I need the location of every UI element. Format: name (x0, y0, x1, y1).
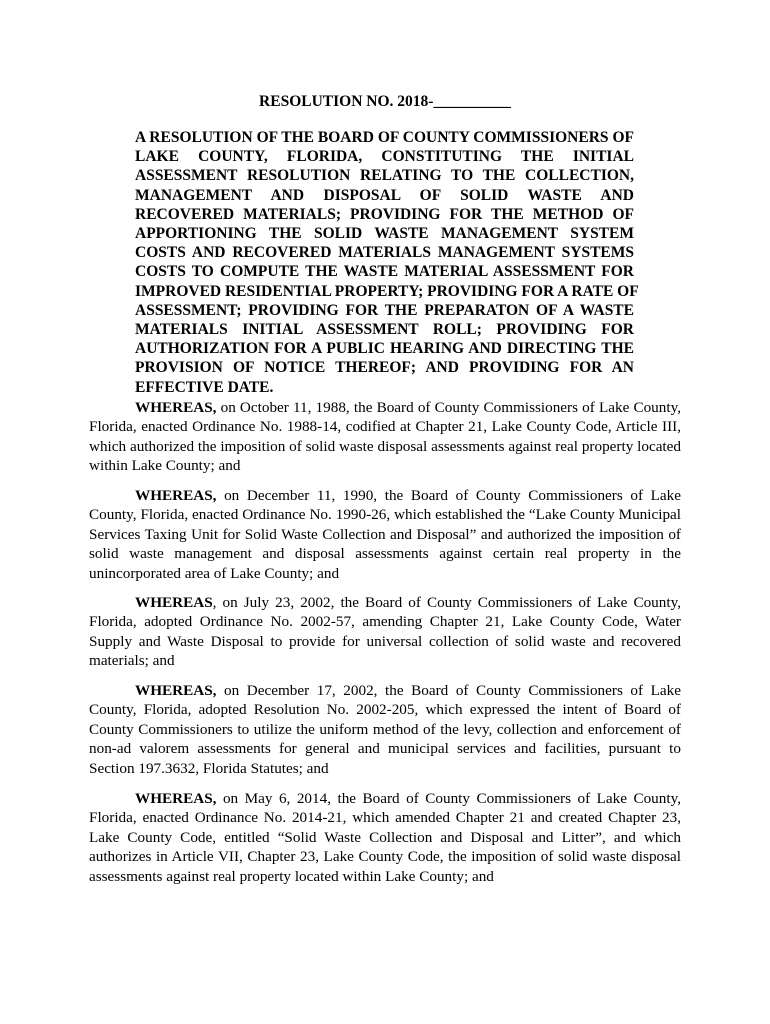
whereas-label: WHEREAS (135, 594, 213, 611)
paragraph-line: WHEREAS, on October 11, 1988, the Board of County Commissioners of Lake County, (135, 399, 681, 416)
heading-line: ASSESSMENT RESOLUTION RELATING TO THE COLLECTION, (135, 167, 634, 185)
paragraph-line: WHEREAS, on December 11, 1990, the Board of County Commissioners of Lake (135, 487, 681, 504)
resolution-number: RESOLUTION NO. 2018- (259, 93, 434, 110)
heading-line: MANAGEMENT AND DISPOSAL OF SOLID WASTE AND (135, 186, 634, 204)
paragraph-line: County, Florida, enacted Ordinance No. 1990-26, which established the “Lake County Municipal (89, 506, 681, 524)
heading-line: PROVISION OF NOTICE THEREOF; AND PROVIDING FOR AN (135, 359, 634, 377)
paragraph-line: materials; and (89, 652, 175, 670)
heading-line: COSTS AND RECOVERED MATERIALS MANAGEMENT SYSTEMS (135, 244, 634, 262)
heading-line: EFFECTIVE DATE. (135, 378, 274, 396)
heading-line: ASSESSMENT; PROVIDING FOR THE PREPARATON OF A WASTE (135, 301, 634, 319)
paragraph-line: unincorporated area of Lake County; and (89, 564, 340, 582)
whereas-label: WHEREAS, (135, 790, 217, 807)
heading-line: APPORTIONING THE SOLID WASTE MANAGEMENT SYSTEM (135, 225, 634, 243)
paragraph-line: non-ad valorem assessments for general and municipal services and facilities, pursuant to (89, 740, 681, 758)
paragraph-line: WHEREAS, on May 6, 2014, the Board of County Commissioners of Lake County, (135, 790, 681, 807)
whereas-paragraph-5 (89, 789, 681, 886)
whereas-label: WHEREAS, (135, 487, 217, 504)
paragraph-line: which authorized the imposition of solid waste disposal assessments against real property located (89, 437, 681, 455)
heading-line: A RESOLUTION OF THE BOARD OF COUNTY COMMISSIONERS OF (135, 129, 634, 146)
paragraph-line: WHEREAS, on July 23, 2002, the Board of County Commissioners of Lake County, (135, 594, 681, 611)
paragraph-line: County Commissioners to utilize the uniform method of the levy, collection and enforcement of (89, 720, 681, 738)
whereas-label: WHEREAS, (135, 682, 217, 699)
whereas-paragraph-2 (89, 486, 681, 583)
heading-line: AUTHORIZATION FOR A PUBLIC HEARING AND DIRECTING THE (135, 340, 634, 358)
paragraph-line: within Lake County; and (89, 457, 241, 475)
paragraph-line: Florida, adopted Ordinance No. 2002-57, amending Chapter 21, Lake County Code, Water (89, 613, 681, 631)
paragraph-line: solid waste management and disposal assessments against certain real property in the (89, 545, 681, 563)
paragraph-line: Florida, enacted Ordinance No. 2014-21, which amended Chapter 21 and created Chapter 23, (89, 809, 681, 827)
whereas-paragraph-4 (89, 681, 681, 778)
resolution-heading (135, 128, 639, 397)
heading-line: COSTS TO COMPUTE THE WASTE MATERIAL ASSESSMENT FOR (135, 263, 634, 281)
whereas-label: WHEREAS, (135, 399, 217, 416)
paragraph-line: Lake County Code, entitled “Solid Waste Collection and Disposal and Litter”, and which (89, 828, 681, 846)
resolution-number-blank: __________ (433, 93, 511, 110)
whereas-paragraph-1 (89, 398, 681, 476)
heading-line: RECOVERED MATERIALS; PROVIDING FOR THE METHOD OF (135, 205, 634, 223)
paragraph-line: WHEREAS, on December 17, 2002, the Board of County Commissioners of Lake (135, 682, 681, 699)
paragraph-line: authorizes in Article VII, Chapter 23, Lake County Code, the imposition of solid waste disposal (89, 848, 681, 866)
heading-line: LAKE COUNTY, FLORIDA, CONSTITUTING THE INITIAL (135, 148, 634, 166)
paragraph-line: Section 197.3632, Florida Statutes; and (89, 759, 329, 777)
paragraph-line: assessments against real property located within Lake County; and (89, 867, 494, 885)
resolution-title (0, 93, 770, 111)
whereas-paragraph-3 (89, 593, 681, 671)
heading-line: MATERIALS INITIAL ASSESSMENT ROLL; PROVIDING FOR (135, 321, 634, 339)
paragraph-line: County, Florida, adopted Resolution No. 2002-205, which expressed the intent of Board of (89, 701, 681, 719)
paragraph-line: Services Taxing Unit for Solid Waste Collection and Disposal” and authorized the imposition of (89, 525, 681, 543)
paragraph-line: Florida, enacted Ordinance No. 1988-14, codified at Chapter 21, Lake County Code, Article III, (89, 418, 681, 436)
paragraph-line: Supply and Waste Disposal to provide for universal collection of solid waste and recovered (89, 632, 681, 650)
heading-line: IMPROVED RESIDENTIAL PROPERTY; PROVIDING FOR A RATE OF (135, 282, 639, 300)
